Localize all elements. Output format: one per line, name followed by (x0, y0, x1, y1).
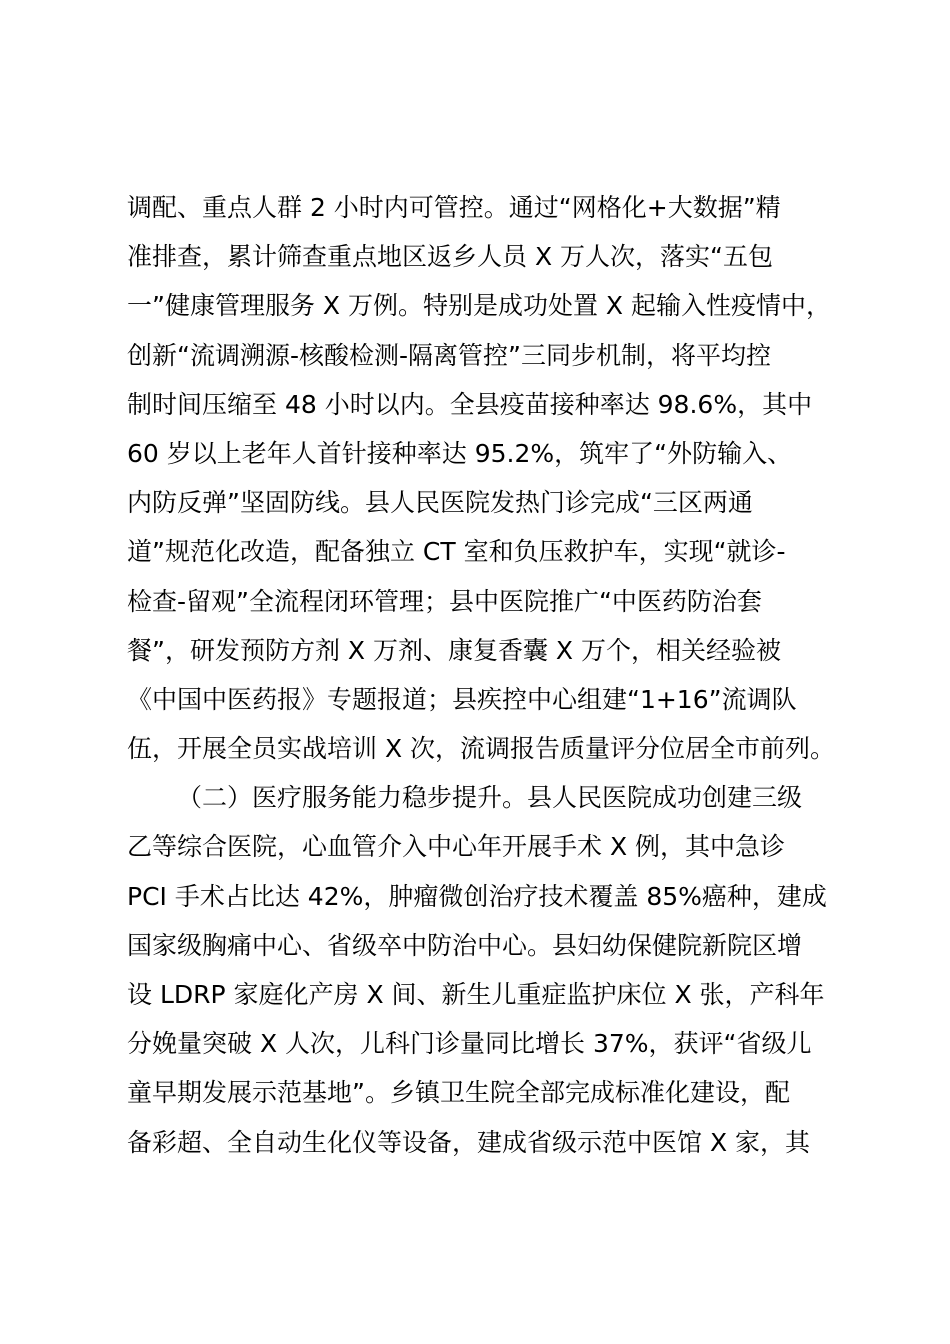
text-line: 调配、重点人群 2 小时内可管控。通过“网格化+大数据”精 (127, 193, 781, 222)
section-heading-line: （二）医疗服务能力稳步提升。县人民医院成功创建三级 (177, 783, 803, 813)
text-line: 备彩超、全自动生化仪等设备，建成省级示范中医馆 X 家，其 (127, 1127, 811, 1157)
text-line: 童早期发展示范基地”。乡镇卫生院全部完成标准化建设，配 (127, 1078, 790, 1108)
text-line: 道”规范化改造，配备独立 CT 室和负压救护车，实现“就诊- (127, 537, 786, 567)
text-line: PCI 手术占比达 42%，肿瘤微创治疗技术覆盖 85%癌种，建成 (127, 881, 827, 911)
text-line: 一”健康管理服务 X 万例。特别是成功处置 X 起输入性疫情中， (127, 291, 831, 321)
text-line: 设 LDRP 家庭化产房 X 间、新生儿重症监护床位 X 张，产科年 (127, 980, 825, 1009)
text-line: 60 岁以上老年人首针接种率达 95.2%，筑牢了“外防输入、 (127, 438, 793, 468)
text-line: 《中国中医药报》专题报道；县疾控中心组建“1+16”流调队 (127, 684, 797, 714)
text-line: 准排查，累计筛查重点地区返乡人员 X 万人次，落实“五包 (127, 242, 773, 272)
text-line: 伍，开展全员实战培训 X 次，流调报告质量评分位居全市前列。 (127, 734, 836, 764)
text-line: 乙等综合医院，心血管介入中心年开展手术 X 例，其中急诊 (127, 832, 786, 862)
body-text (127, 183, 847, 1167)
text-line: 分娩量突破 X 人次，儿科门诊量同比增长 37%，获评“省级儿 (127, 1029, 812, 1059)
text-line: 国家级胸痛中心、省级卒中防治中心。县妇幼保健院新院区增 (127, 930, 803, 960)
text-line: 检查-留观”全流程闭环管理；县中医院推广“中医药防治套 (127, 586, 762, 616)
text-line: 创新“流调溯源-核酸检测-隔离管控”三同步机制，将平均控 (127, 340, 771, 370)
text-line: 内防反弹”坚固防线。县人民医院发热门诊完成“三区两通 (127, 488, 753, 518)
text-line: 制时间压缩至 48 小时以内。全县疫苗接种率达 98.6%，其中 (127, 389, 813, 419)
text-line: 餐”，研发预防方剂 X 万剂、康复香囊 X 万个，相关经验被 (127, 635, 781, 665)
